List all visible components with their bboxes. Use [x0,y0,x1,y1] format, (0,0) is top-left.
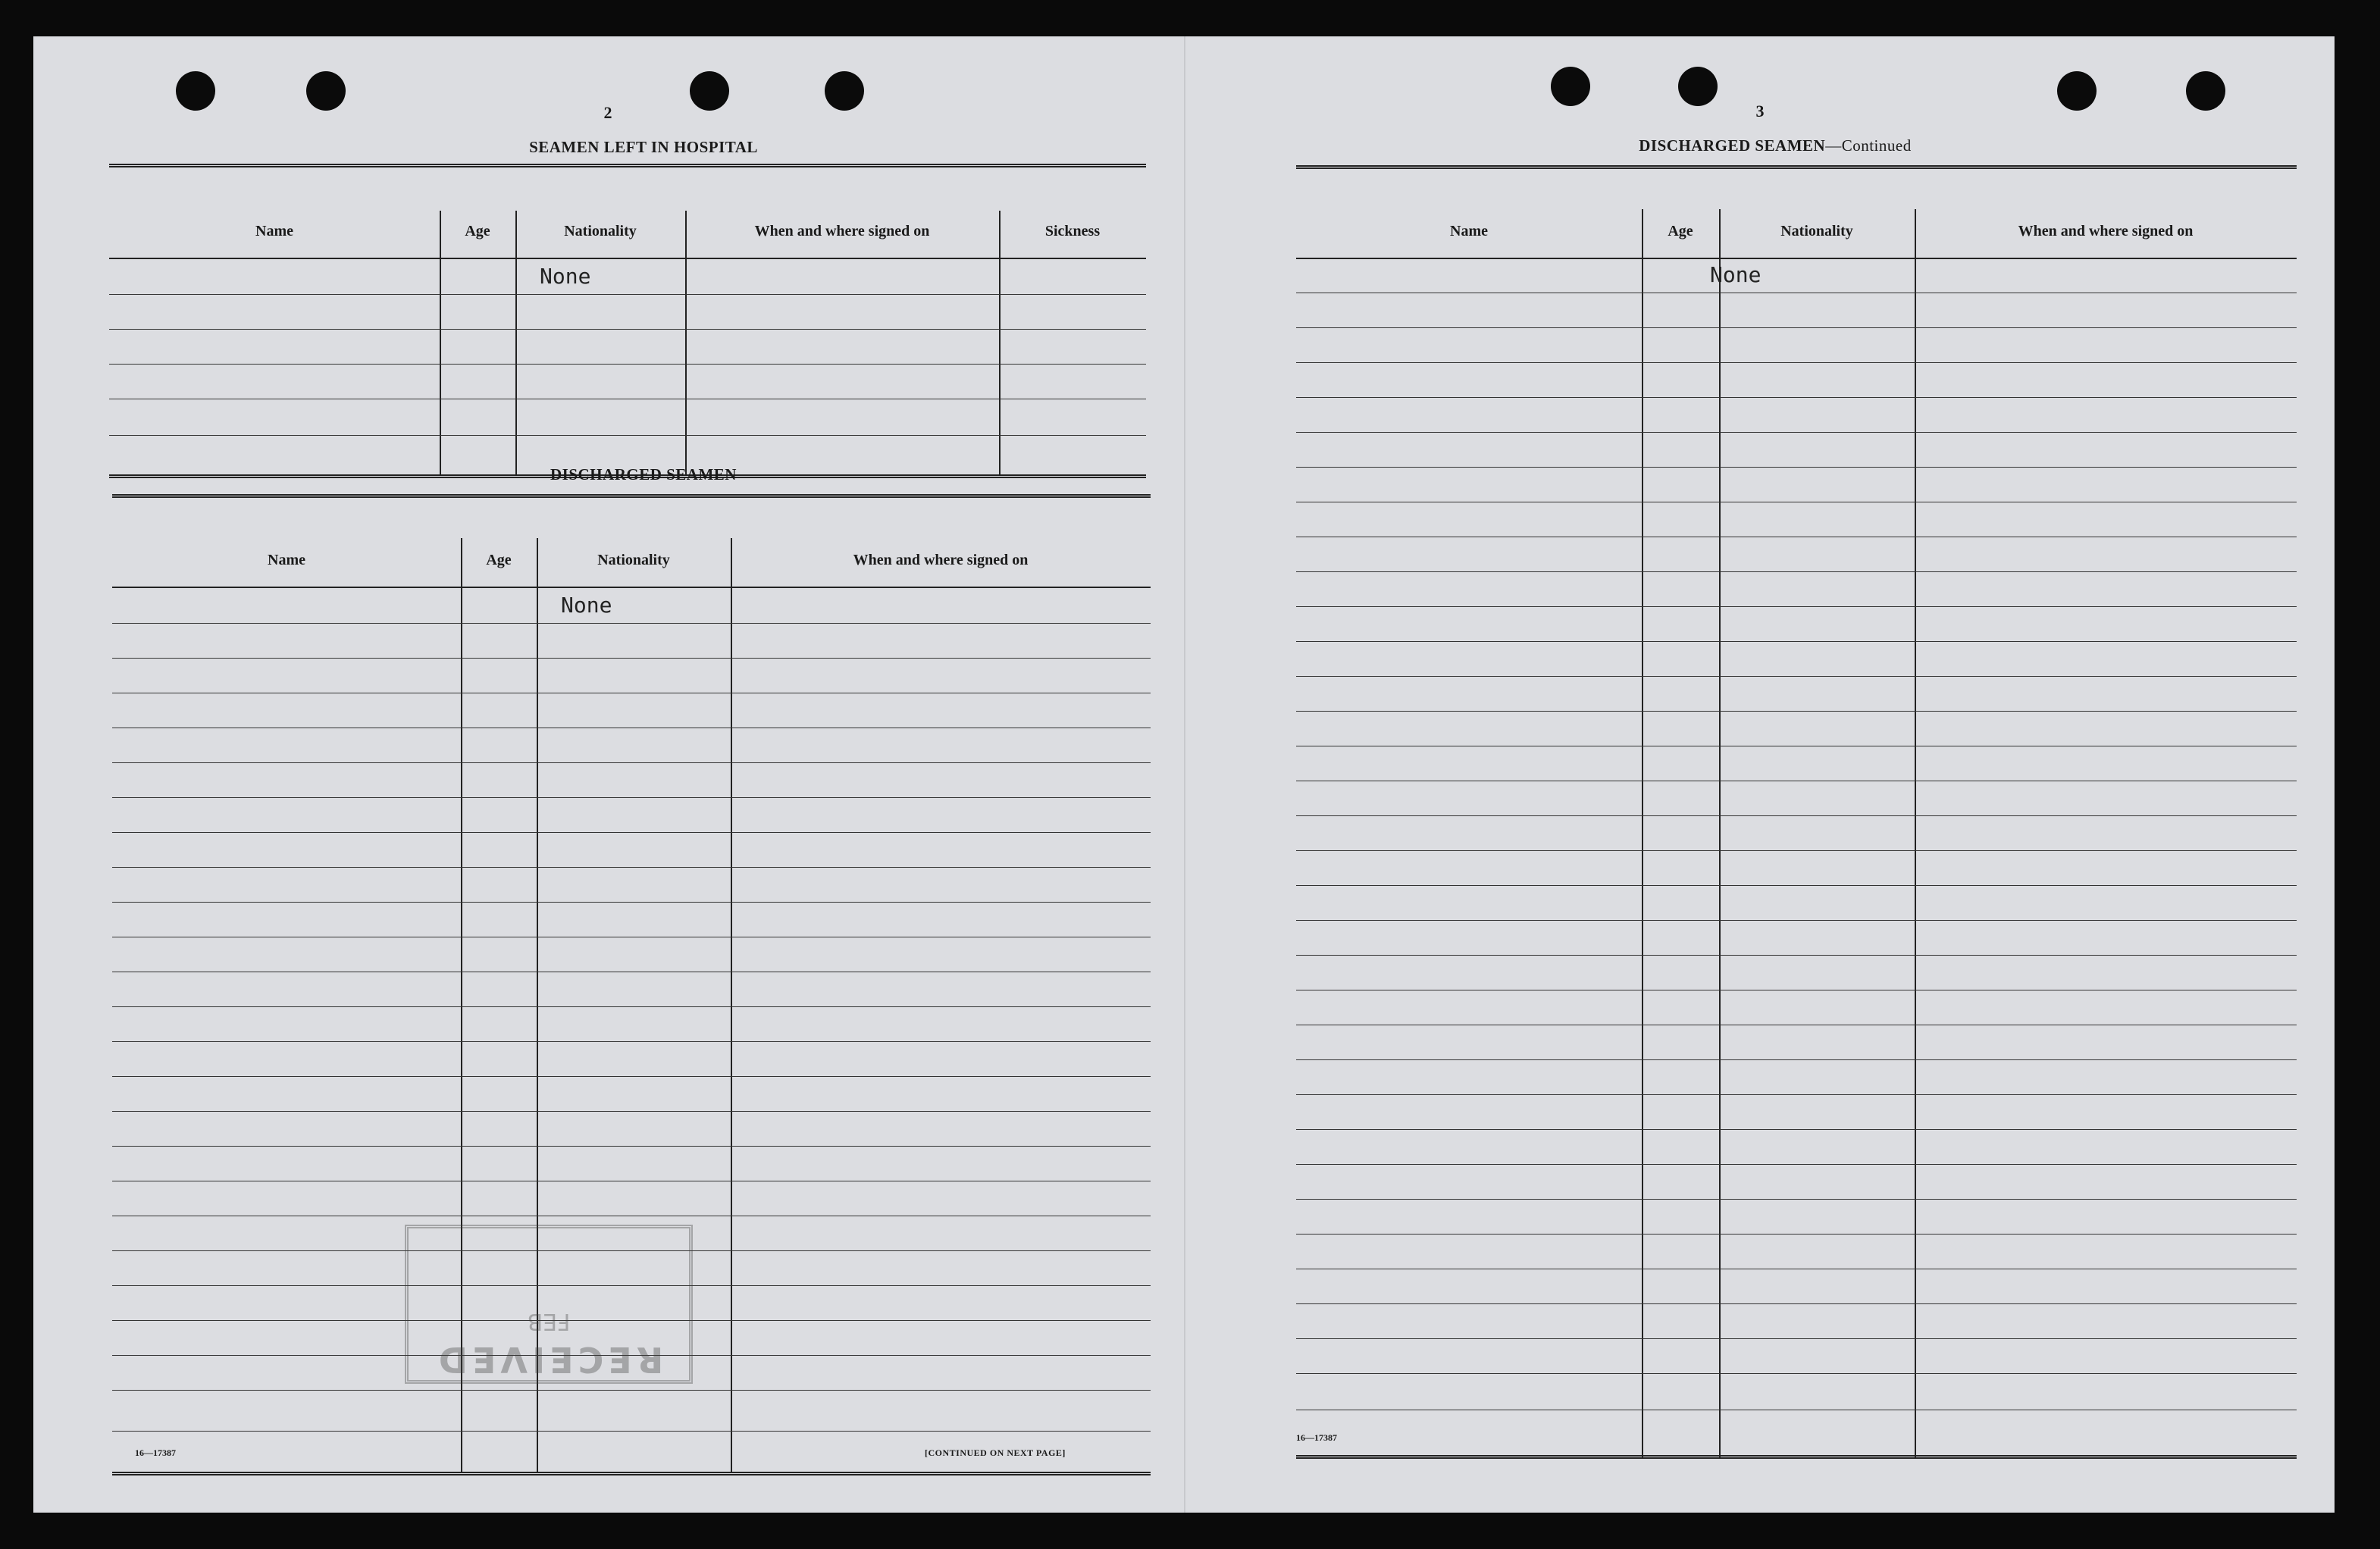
row-rule [109,294,1146,295]
column-divider [999,211,1001,476]
row-rule [112,1041,1151,1042]
row-rule [1296,676,2297,677]
row-rule [1296,1094,2297,1095]
discharged-nationality-entry: None [561,593,612,618]
column-divider [515,211,517,476]
left-page [33,36,1184,1513]
page-number: 3 [1755,102,1765,120]
row-rule [112,797,1151,798]
stamp-line: RECEIVED [434,1339,664,1380]
header-bottom-rule [1296,258,2297,259]
table-top-rule [112,494,1151,498]
column-header-nationality: Nationality [597,552,670,568]
row-rule [1296,920,2297,921]
row-rule [112,1146,1151,1147]
row-rule [1296,571,2297,572]
row-rule [1296,397,2297,398]
row-rule [1296,606,2297,607]
row-rule [109,329,1146,330]
row-rule [112,832,1151,833]
column-header-age: Age [1668,223,1693,239]
row-rule [112,1111,1151,1112]
page-number: 2 [603,103,612,122]
row-rule [1296,815,2297,816]
row-rule [1296,1059,2297,1060]
table-bottom-rule [1296,1455,2297,1459]
form-number: 16—17387 [135,1447,176,1458]
header-bottom-rule [109,258,1146,259]
row-rule [1296,711,2297,712]
row-rule [112,762,1151,763]
column-header-signed-on: When and where signed on [853,552,1029,568]
title-main: DISCHARGED SEAMEN [1639,136,1826,155]
column-header-age: Age [486,552,512,568]
header-bottom-rule [112,587,1151,588]
row-rule [112,1431,1151,1432]
row-rule [109,435,1146,436]
scanned-document [33,36,2335,1513]
table-bottom-rule [112,1472,1151,1475]
row-rule [1296,467,2297,468]
row-rule [1296,432,2297,433]
row-rule [112,1076,1151,1077]
discharged-continued-nationality-entry: None [1710,262,1762,287]
discharged-continued-title [1533,136,2018,155]
column-header-name: Name [268,552,305,568]
row-rule [1296,362,2297,363]
column-divider [685,211,687,476]
row-rule [1296,1373,2297,1374]
form-number: 16—17387 [1296,1432,1337,1443]
column-header-name: Name [1450,223,1488,239]
row-rule [112,867,1151,868]
hospital-nationality-entry: None [540,264,591,289]
row-rule [1296,955,2297,956]
row-rule [1296,850,2297,851]
discharged-continued-table [1296,165,2297,1467]
row-rule [112,1390,1151,1391]
title-suffix: —Continued [1825,136,1912,155]
continued-note: [CONTINUED ON NEXT PAGE] [925,1447,1066,1458]
row-rule [1296,1234,2297,1235]
column-divider [440,211,441,476]
row-rule [109,364,1146,365]
row-rule [1296,885,2297,886]
table-top-rule [1296,165,2297,169]
row-rule [1296,1199,2297,1200]
discharged-section-title: DISCHARGED SEAMEN [550,465,737,483]
row-rule [112,902,1151,903]
column-header-age: Age [465,223,490,239]
received-stamp [405,1225,693,1384]
column-header-signed-on: When and where signed on [754,223,930,239]
row-rule [1296,641,2297,642]
table-top-rule [109,164,1146,167]
row-rule [1296,1164,2297,1165]
hospital-table [109,164,1146,482]
stamp-line: FEB [527,1308,571,1335]
column-header-name: Name [255,223,293,239]
column-header-sickness: Sickness [1044,223,1101,239]
row-rule [1296,1338,2297,1339]
column-header-nationality: Nationality [1780,223,1853,239]
row-rule [1296,327,2297,328]
row-rule [112,1006,1151,1007]
row-rule [112,623,1151,624]
row-rule [1296,1303,2297,1304]
right-page [1184,36,2335,1513]
hospital-section-title: SEAMEN LEFT IN HOSPITAL [529,138,758,156]
column-divider [731,538,732,1473]
row-rule [112,658,1151,659]
row-rule [1296,1129,2297,1130]
column-header-signed-on: When and where signed on [2018,223,2194,239]
column-header-nationality: Nationality [564,223,637,239]
